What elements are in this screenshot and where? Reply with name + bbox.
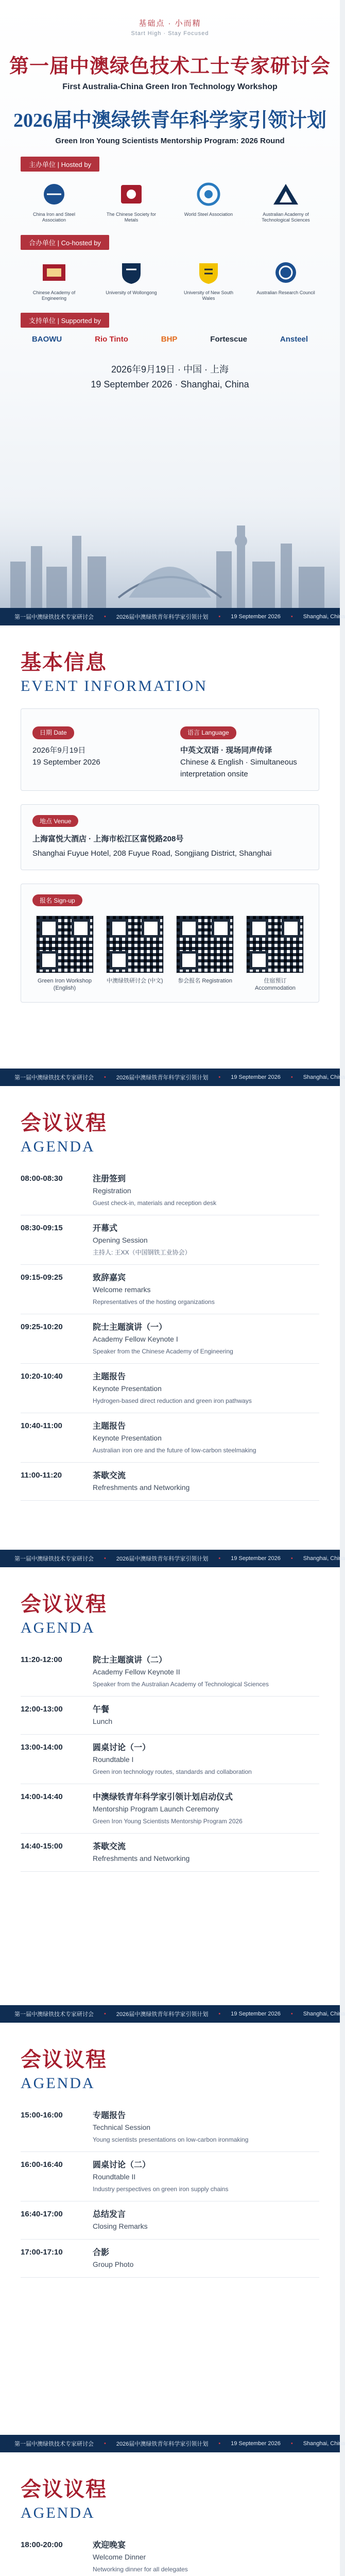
coorganizer-logo-icon xyxy=(268,258,304,287)
date-en: 19 September 2026 xyxy=(32,757,100,767)
language-pill: 语言 Language xyxy=(180,726,236,739)
organizer-label: 主办单位 | Hosted by xyxy=(21,157,99,172)
info-band: 第一届中澳绿铁技术专家研讨会 • 2026届中澳绿铁青年科学家引领计划 • 19 September 2026 • Shanghai, China xyxy=(0,2005,340,2023)
band-item: 2026届中澳绿铁青年科学家引领计划 xyxy=(116,2441,209,2447)
info-band: 第一届中澳绿铁技术专家研讨会 • 2026届中澳绿铁青年科学家引领计划 • 19 September 2026 • Shanghai, China xyxy=(0,2435,340,2452)
supporter-logos xyxy=(0,328,340,344)
agenda-section xyxy=(0,1567,340,2005)
program-title-cn: 2026届中澳绿铁青年科学家引领计划 xyxy=(13,110,326,131)
qr-code-row xyxy=(32,916,307,992)
band-item: 第一届中澳绿铁技术专家研讨会 xyxy=(14,2011,94,2018)
band-item: 第一届中澳绿铁技术专家研讨会 xyxy=(14,1075,94,1081)
agenda-item xyxy=(21,1834,319,1872)
organizer-logos xyxy=(0,172,340,224)
agenda-desc: Hydrogen-based direct reduction and green iron pathways xyxy=(93,1397,252,1404)
event-date-cn: 2026年9月19日 · 中国 · 上海 xyxy=(111,364,229,375)
agenda-title-cn: 合影 xyxy=(93,2248,110,2257)
agenda-item xyxy=(21,1735,319,1784)
qr-code-icon[interactable] xyxy=(246,916,304,973)
agenda-list xyxy=(21,1647,319,1872)
agenda-time: 11:00-11:20 xyxy=(21,1471,62,1480)
agenda-title-cn: 致辞嘉宾 xyxy=(93,1274,126,1282)
agenda-section xyxy=(0,1086,340,1550)
agenda-list xyxy=(21,2103,319,2278)
language-en: Chinese & English · Simultaneous interpretation onsite xyxy=(180,757,297,779)
band-item: 第一届中澳绿铁技术专家研讨会 xyxy=(14,1556,94,1562)
agenda-title-cn: 茶歇交流 xyxy=(93,1471,126,1480)
qr-code-item[interactable] xyxy=(32,916,97,992)
band-item: Shanghai, China xyxy=(303,1555,345,1562)
coorganizer-logo-icon xyxy=(113,258,149,287)
agenda-title-en: Roundtable I xyxy=(93,1755,134,1764)
agenda-time: 08:00-08:30 xyxy=(21,1174,63,1183)
agenda-desc: Young scientists presentations on low-carbon ironmaking xyxy=(93,2136,249,2143)
agenda-time: 15:00-16:00 xyxy=(21,2111,63,2120)
band-item: 19 September 2026 xyxy=(231,2441,281,2447)
agenda-item xyxy=(21,1364,319,1413)
section-title-en: AGENDA xyxy=(21,2075,95,2092)
section-title-cn: 会议议程 xyxy=(21,2478,107,2501)
hero xyxy=(0,0,340,608)
agenda-title-cn: 欢迎晚宴 xyxy=(93,2541,126,2550)
agenda-title-en: Roundtable II xyxy=(93,2173,136,2181)
agenda-desc: Australian iron ore and the future of low-carbon steelmaking xyxy=(93,1447,256,1454)
agenda-title-en: Academy Fellow Keynote I xyxy=(93,1335,178,1343)
tagline xyxy=(0,0,340,37)
agenda-title-cn: 院士主题演讲（二） xyxy=(93,1656,167,1665)
organizer-logo-icon xyxy=(113,180,149,209)
agenda-desc: Green iron technology routes, standards and collaboration xyxy=(93,1768,252,1775)
agenda-title-en: Mentorship Program Launch Ceremony xyxy=(93,1805,219,1813)
agenda-item xyxy=(21,1265,319,1314)
agenda-title-cn: 圆桌讨论（二） xyxy=(93,2161,151,2170)
venue-pill: 地点 Venue xyxy=(32,815,78,827)
organizer-logo xyxy=(178,180,239,224)
band-item: 19 September 2026 xyxy=(231,614,281,620)
agenda-title-cn: 主题报告 xyxy=(93,1372,126,1381)
agenda-desc: Speaker from the Australian Academy of Technological Sciences xyxy=(93,1681,269,1688)
agenda-desc: Industry perspectives on green iron supply chains xyxy=(93,2185,229,2193)
agenda-item xyxy=(21,2201,319,2240)
organizer-logo-icon xyxy=(191,180,227,209)
supporter-label: 支持单位 | Supported by xyxy=(21,313,109,328)
agenda-time: 13:00-14:00 xyxy=(21,1743,63,1752)
agenda-item xyxy=(21,1647,319,1697)
agenda-title-cn: 主题报告 xyxy=(93,1422,126,1431)
qr-code-item[interactable] xyxy=(102,916,167,992)
agenda-title-en: Keynote Presentation xyxy=(93,1434,162,1442)
coorganizer-logo xyxy=(23,258,85,302)
agenda-title-cn: 茶歇交流 xyxy=(93,1842,126,1851)
supporter-logo: Rio Tinto xyxy=(95,335,128,344)
coorganizer-logo xyxy=(178,258,239,302)
agenda-item xyxy=(21,2152,319,2201)
signup-card xyxy=(21,884,319,1003)
band-item: 19 September 2026 xyxy=(231,1074,281,1080)
agenda-title-cn: 中澳绿铁青年科学家引领计划启动仪式 xyxy=(93,1793,233,1802)
agenda-time: 14:00-14:40 xyxy=(21,1792,63,1801)
band-item: 2026届中澳绿铁青年科学家引领计划 xyxy=(116,1556,209,1562)
organizer-logo xyxy=(100,180,162,224)
agenda-title-en: Keynote Presentation xyxy=(93,1384,162,1393)
agenda-title-en: Welcome remarks xyxy=(93,1285,151,1294)
organizer-logo xyxy=(23,180,85,224)
agenda-item xyxy=(21,1463,319,1501)
qr-caption: 参会报名 Registration xyxy=(178,977,233,984)
agenda-title-en: Lunch xyxy=(93,1717,113,1725)
agenda-item xyxy=(21,1697,319,1735)
band-item: 2026届中澳绿铁青年科学家引领计划 xyxy=(116,2011,209,2018)
agenda-desc: Guest check-in, materials and reception desk xyxy=(93,1199,217,1207)
agenda-item xyxy=(21,2532,319,2576)
agenda-time: 08:30-09:15 xyxy=(21,1224,63,1232)
agenda-desc: 主持人: 王XX（中国钢铁工业协会） xyxy=(93,1249,191,1256)
agenda-time: 16:40-17:00 xyxy=(21,2210,63,2218)
agenda-time: 09:15-09:25 xyxy=(21,1273,63,1282)
agenda-title-cn: 专题报告 xyxy=(93,2111,126,2120)
agenda-title-cn: 开幕式 xyxy=(93,1224,118,1233)
info-band: 第一届中澳绿铁技术专家研讨会 • 2026届中澳绿铁青年科学家引领计划 • 19 September 2026 • Shanghai, China xyxy=(0,1550,340,1567)
section-title-cn: 会议议程 xyxy=(21,1111,107,1134)
venue-cn: 上海富悦大酒店 · 上海市松江区富悦路208号 xyxy=(32,835,184,844)
agenda-list xyxy=(21,2532,319,2576)
event-info-section xyxy=(0,625,340,1069)
agenda-time: 12:00-13:00 xyxy=(21,1705,63,1714)
venue-en: Shanghai Fuyue Hotel, 208 Fuyue Road, Songjiang District, Shanghai xyxy=(32,849,272,858)
agenda-title-en: Closing Remarks xyxy=(93,2222,148,2230)
agenda-title-en: Registration xyxy=(93,1187,131,1195)
agenda-section xyxy=(0,2023,340,2435)
agenda-list xyxy=(21,1166,319,1501)
coorganizer-name: University of New South Wales xyxy=(183,290,234,301)
agenda-time: 10:40-11:00 xyxy=(21,1421,62,1430)
coorganizer-name: University of Wollongong xyxy=(106,290,157,295)
event-date-en: 19 September 2026 · Shanghai, China xyxy=(91,379,249,389)
agenda-desc: Green Iron Young Scientists Mentorship Program 2026 xyxy=(93,1818,243,1825)
organizer-name: The Chinese Society for Metals xyxy=(106,212,157,223)
agenda-title-cn: 午餐 xyxy=(93,1705,110,1714)
section-title-cn: 会议议程 xyxy=(21,1592,107,1616)
agenda-time: 10:20-10:40 xyxy=(21,1372,63,1381)
info-band: 第一届中澳绿铁技术专家研讨会 • 2026届中澳绿铁青年科学家引领计划 • 19 September 2026 • Shanghai, China xyxy=(0,1069,340,1086)
band-item: 2026届中澳绿铁青年科学家引领计划 xyxy=(116,614,209,620)
agenda-title-cn: 圆桌讨论（一） xyxy=(93,1743,151,1752)
agenda-time: 11:20-12:00 xyxy=(21,1655,62,1664)
band-item: 第一届中澳绿铁技术专家研讨会 xyxy=(14,614,94,620)
language-cn: 中英文双语 · 现场同声传译 xyxy=(180,745,272,755)
event-title-cn: 第一届中澳绿色技术工士专家研讨会 xyxy=(9,56,331,77)
agenda-time: 14:40-15:00 xyxy=(21,1842,63,1851)
coorganizer-logo-icon xyxy=(191,258,227,287)
venue-card xyxy=(21,804,319,870)
qr-code-icon[interactable] xyxy=(176,916,234,973)
agenda-item xyxy=(21,2240,319,2278)
band-item: Shanghai, China xyxy=(303,2441,345,2447)
agenda-item xyxy=(21,1314,319,1364)
section-title-en: AGENDA xyxy=(21,1619,95,1636)
agenda-title-en: Technical Session xyxy=(93,2123,151,2131)
band-item: Shanghai, China xyxy=(303,614,345,620)
date-cn: 2026年9月19日 xyxy=(32,745,86,755)
agenda-title-en: Refreshments and Networking xyxy=(93,1854,190,1862)
organizer-name: World Steel Association xyxy=(184,212,233,217)
section-title-en: EVENT INFORMATION xyxy=(21,677,208,694)
organizer-logo-icon xyxy=(268,180,304,209)
qr-code-item[interactable] xyxy=(173,916,237,992)
qr-caption: 住宿预订 Accommodation xyxy=(255,977,296,992)
agenda-item xyxy=(21,1784,319,1834)
supporter-logo: Fortescue xyxy=(210,335,247,344)
tagline-cn: 基础点 · 小而精 xyxy=(139,19,201,28)
coorganizer-logos xyxy=(0,250,340,302)
tagline-en: Start High · Stay Focused xyxy=(131,30,209,37)
event-date-block xyxy=(0,362,340,392)
band-item: 2026届中澳绿铁青年科学家引领计划 xyxy=(116,1075,209,1081)
agenda-desc: Networking dinner for all delegates xyxy=(93,2566,188,2573)
agenda-title-en: Refreshments and Networking xyxy=(93,1483,190,1492)
agenda-item xyxy=(21,1166,319,1215)
agenda-time: 09:25-10:20 xyxy=(21,1323,63,1331)
agenda-item xyxy=(21,1215,319,1265)
program-title-en: Green Iron Young Scientists Mentorship Program: 2026 Round xyxy=(55,137,285,145)
agenda-time: 18:00-20:00 xyxy=(21,2540,63,2549)
organizer-logo-icon xyxy=(36,180,72,209)
qr-caption: 中澳绿铁研讨会 (中文) xyxy=(107,977,163,984)
section-title-en: AGENDA xyxy=(21,2504,95,2521)
band-item: 19 September 2026 xyxy=(231,1555,281,1562)
section-title-en: AGENDA xyxy=(21,1138,95,1155)
agenda-desc: Representatives of the hosting organizations xyxy=(93,1298,215,1306)
supporter-logo: BHP xyxy=(161,335,178,344)
band-item: Shanghai, China xyxy=(303,2011,345,2017)
agenda-item xyxy=(21,1413,319,1463)
agenda-title-en: Welcome Dinner xyxy=(93,2553,146,2561)
signup-pill: 报名 Sign-up xyxy=(32,894,82,906)
info-band: 第一届中澳绿铁技术专家研讨会 • 2026届中澳绿铁青年科学家引领计划 • 19 September 2026 • Shanghai, China xyxy=(0,608,340,625)
organizer-name: China Iron and Steel Association xyxy=(32,212,76,223)
agenda-time: 17:00-17:10 xyxy=(21,2248,63,2257)
agenda-title-cn: 总结发言 xyxy=(93,2210,126,2219)
qr-caption: Green Iron Workshop (English) xyxy=(38,977,92,992)
agenda-title-en: Opening Session xyxy=(93,1236,148,1244)
qr-code-icon[interactable] xyxy=(106,916,164,973)
coorganizer-logo xyxy=(100,258,162,302)
coorganizer-logo-icon xyxy=(36,258,72,287)
organizer-logo xyxy=(255,180,317,224)
city-skyline-image xyxy=(0,495,340,608)
band-item: 第一届中澳绿铁技术专家研讨会 xyxy=(14,2441,94,2447)
organizer-name: Australian Academy of Technological Sciences xyxy=(262,212,310,223)
agenda-item xyxy=(21,2103,319,2152)
agenda-title-en: Group Photo xyxy=(93,2260,134,2268)
agenda-time: 16:00-16:40 xyxy=(21,2160,63,2169)
band-item: 19 September 2026 xyxy=(231,2011,281,2017)
event-title-en: First Australia-China Green Iron Technology Workshop xyxy=(62,82,278,91)
coorganizer-label: 合办单位 | Co-hosted by xyxy=(21,235,109,250)
agenda-desc: Speaker from the Chinese Academy of Engineering xyxy=(93,1348,233,1355)
agenda-section xyxy=(0,2452,340,2576)
agenda-title-cn: 院士主题演讲（一） xyxy=(93,1323,167,1332)
section-title-cn: 会议议程 xyxy=(21,2048,107,2071)
qr-code-item[interactable] xyxy=(243,916,307,992)
agenda-title-en: Academy Fellow Keynote II xyxy=(93,1668,180,1676)
date-pill: 日期 Date xyxy=(32,726,74,739)
section-title-cn: 基本信息 xyxy=(21,651,107,674)
coorganizer-name: Chinese Academy of Engineering xyxy=(32,290,76,301)
coorganizer-name: Australian Research Council xyxy=(256,290,315,295)
supporter-logo: Ansteel xyxy=(280,335,308,344)
coorganizer-logo xyxy=(255,258,317,302)
band-item: Shanghai, China xyxy=(303,1074,345,1080)
supporter-logo: BAOWU xyxy=(31,335,62,344)
qr-code-icon[interactable] xyxy=(36,916,94,973)
agenda-title-cn: 注册签到 xyxy=(93,1175,126,1183)
date-language-card xyxy=(21,708,319,791)
